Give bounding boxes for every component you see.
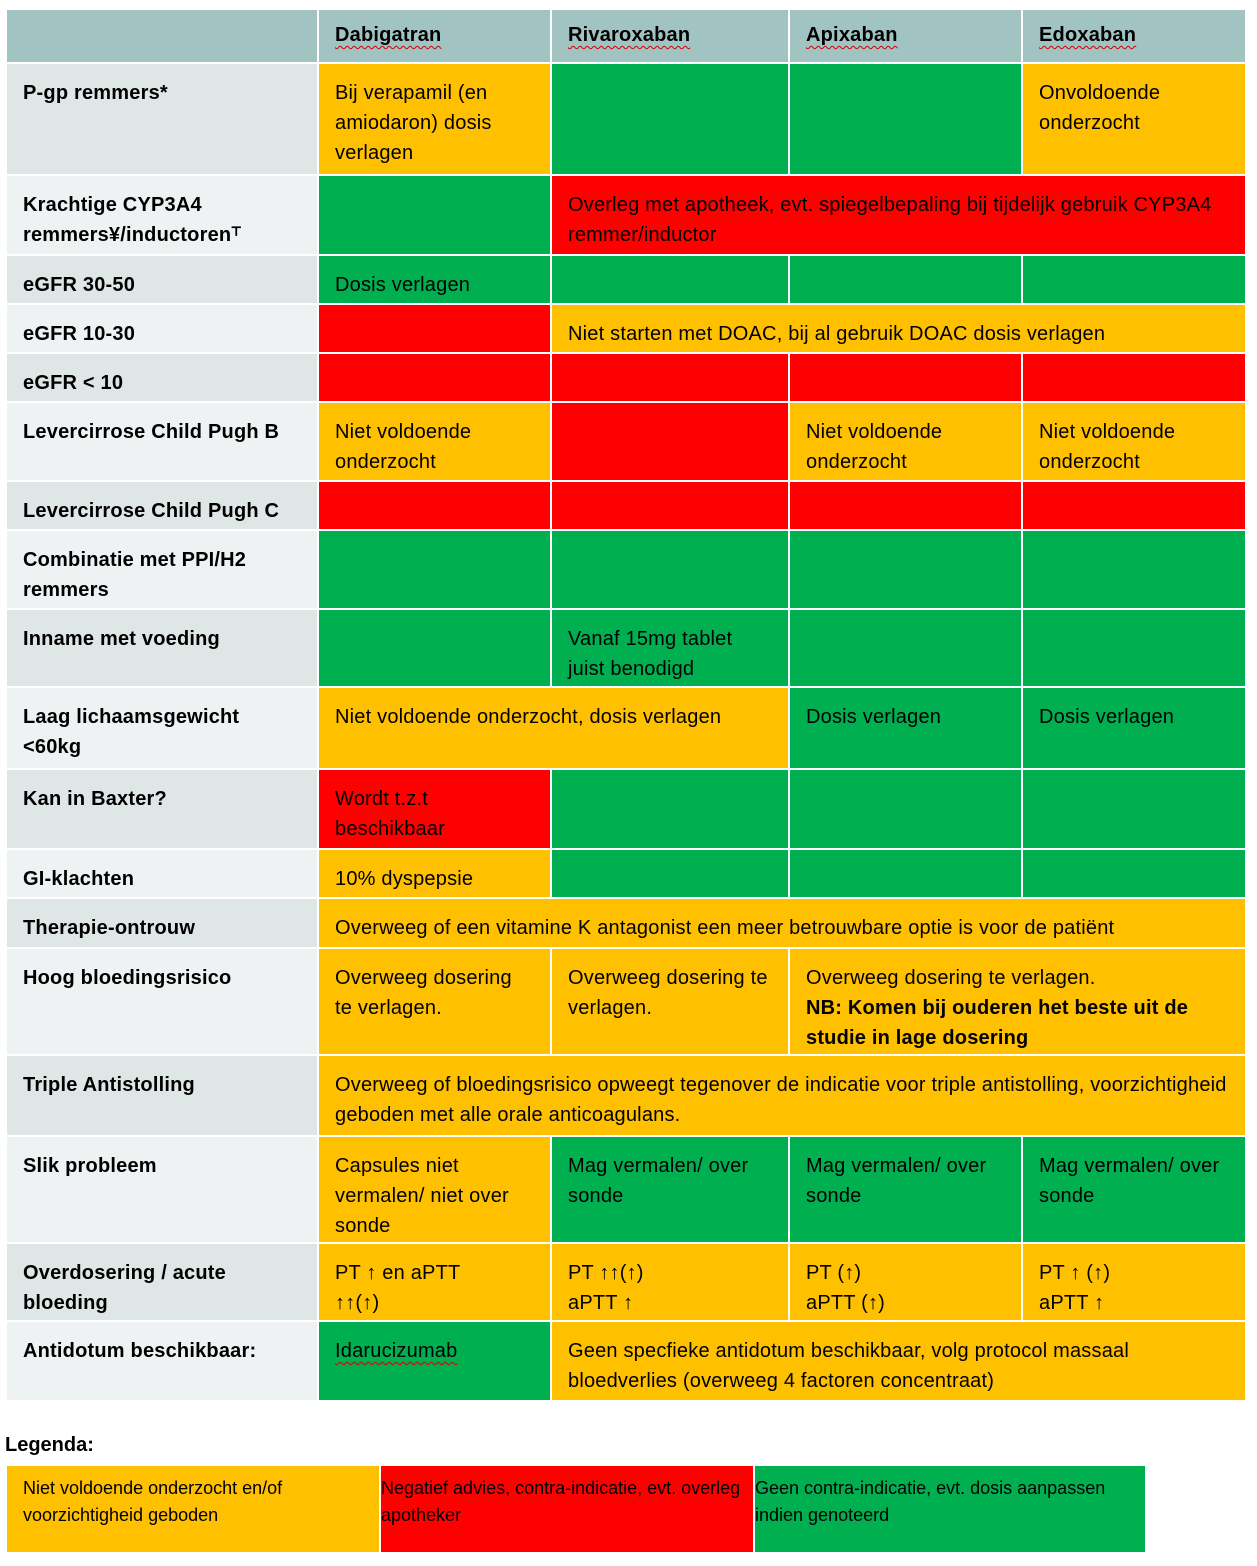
cell-edoxaban [1022,849,1246,898]
header-rivaroxaban: Rivaroxaban [551,9,789,63]
row-label: Levercirrose Child Pugh C [6,481,318,530]
cell-apixaban [789,530,1022,609]
cell-rivaroxaban: Vanaf 15mg tablet juist benodigd [551,609,789,687]
row-overdosering [6,1243,1246,1321]
row-child-pugh-c [6,481,1246,530]
cell-merged: Overweeg of een vitamine K antagonist een meer betrouwbare optie is voor de patiënt [318,898,1246,948]
cell-apixaban [789,255,1022,304]
header-empty [6,9,318,63]
cell-edoxaban [1022,1243,1246,1321]
row-egfr-30-50 [6,255,1246,304]
legend-table [5,1464,1147,1554]
legend-red: Negatief advies, contra-indicatie, evt. overleg apotheker [380,1465,754,1553]
cell-apixaban [789,481,1022,530]
cell-apixaban: Mag vermalen/ over sonde [789,1136,1022,1243]
cell-rivaroxaban [551,481,789,530]
header-row [6,9,1246,63]
legend-green: Geen contra-indicatie, evt. dosis aanpassen indien genoteerd [754,1465,1146,1553]
cell-rivaroxaban: Mag vermalen/ over sonde [551,1136,789,1243]
cell-merged-text: Overweeg dosering te verlagen. [806,967,1096,989]
cell-dabigatran: Niet voldoende onderzocht [318,402,551,481]
row-label: P-gp remmers* [6,63,318,175]
row-gi [6,849,1246,898]
cell-merged: Overweeg of bloedingsrisico opweegt tegenover de indicatie voor triple antistolling, voorzichtigheid geboden met alle orale anticoagulans. [318,1055,1246,1136]
cell-edoxaban [1022,609,1246,687]
cell-edoxaban [1022,353,1246,402]
cell-edoxaban [1022,769,1246,849]
row-label: Antidotum beschikbaar: [6,1321,318,1401]
cell-merged: Niet voldoende onderzocht, dosis verlagen [318,687,789,769]
row-baxter [6,769,1246,849]
row-label: Inname met voeding [6,609,318,687]
cell-rivaroxaban [551,769,789,849]
cell-merged: Niet starten met DOAC, bij al gebruik DOAC dosis verlagen [551,304,1246,353]
row-therapie-ontrouw [6,898,1246,948]
row-slik [6,1136,1246,1243]
row-label: Therapie-ontrouw [6,898,318,948]
cell-dabigatran: Dosis verlagen [318,255,551,304]
cell-line: PT ↑↑(↑) [568,1262,644,1284]
cell-rivaroxaban [551,530,789,609]
cell-dabigatran [318,304,551,353]
row-label: eGFR 30-50 [6,255,318,304]
cell-apixaban [789,1243,1022,1321]
row-label: Kan in Baxter? [6,769,318,849]
cell-edoxaban: Onvoldoende onderzocht [1022,63,1246,175]
cell-apixaban: Dosis verlagen [789,687,1022,769]
row-label: Levercirrose Child Pugh B [6,402,318,481]
cell-dabigatran [318,609,551,687]
legend-title: Legenda: [5,1434,94,1456]
cell-apixaban [789,769,1022,849]
row-pgp [6,63,1246,175]
cell-rivaroxaban [551,402,789,481]
cell-dabigatran: 10% dyspepsie [318,849,551,898]
row-label: Slik probleem [6,1136,318,1243]
header-dabigatran: Dabigatran [318,9,551,63]
row-label: Overdosering / acute bloeding [6,1243,318,1321]
row-bloedingsrisico [6,948,1246,1055]
row-cyp3a4 [6,175,1246,255]
cell-line: PT ↑ en aPTT [335,1262,461,1284]
legend-orange: Niet voldoende onderzocht en/of voorzichtigheid geboden [6,1465,380,1553]
cell-merged-note: NB: Komen bij ouderen het beste uit de studie in lage dosering [806,997,1189,1049]
header-edoxaban: Edoxaban [1022,9,1246,63]
row-voeding [6,609,1246,687]
cell-rivaroxaban: Overweeg dosering te verlagen. [551,948,789,1055]
cell-line: aPTT ↑ [568,1292,634,1314]
cell-apixaban [789,63,1022,175]
row-ppi [6,530,1246,609]
cell-line: aPTT ↑ [1039,1292,1105,1314]
legend-row [6,1465,1146,1553]
cell-line: PT ↑ (↑) [1039,1262,1111,1284]
cell-edoxaban: Dosis verlagen [1022,687,1246,769]
cell-dabigatran: Idarucizumab [318,1321,551,1401]
cell-dabigatran: Overweeg dosering te verlagen. [318,948,551,1055]
cell-dabigatran: Capsules niet vermalen/ niet over sonde [318,1136,551,1243]
header-apixaban: Apixaban [789,9,1022,63]
cell-dabigatran [318,353,551,402]
row-child-pugh-b [6,402,1246,481]
cell-edoxaban: Mag vermalen/ over sonde [1022,1136,1246,1243]
cell-merged: Overleg met apotheek, evt. spiegelbepaling bij tijdelijk gebruik CYP3A4 remmer/inductor [551,175,1246,255]
cell-dabigatran [318,175,551,255]
cell-rivaroxaban [551,849,789,898]
row-label: GI-klachten [6,849,318,898]
cell-rivaroxaban [551,353,789,402]
row-triple [6,1055,1246,1136]
row-gewicht [6,687,1246,769]
cell-edoxaban [1022,481,1246,530]
cell-dabigatran [318,1243,551,1321]
cell-edoxaban [1022,530,1246,609]
cell-dabigatran [318,481,551,530]
row-label: Hoog bloedingsrisico [6,948,318,1055]
cell-line: ↑↑(↑) [335,1292,380,1314]
cell-merged: Geen specfieke antidotum beschikbaar, volg protocol massaal bloedverlies (overweeg 4 factoren concentraat) [551,1321,1246,1401]
row-egfr-10 [6,353,1246,402]
row-label: Krachtige CYP3A4 remmers¥/inductoren⸆ [6,175,318,255]
cell-rivaroxaban [551,1243,789,1321]
cell-line: aPTT (↑) [806,1292,886,1314]
row-label: Laag lichaamsgewicht <60kg [6,687,318,769]
cell-edoxaban: Niet voldoende onderzocht [1022,402,1246,481]
row-label: eGFR 10-30 [6,304,318,353]
row-label: Combinatie met PPI/H2 remmers [6,530,318,609]
row-label: eGFR < 10 [6,353,318,402]
cell-merged [789,948,1246,1055]
cell-apixaban: Niet voldoende onderzocht [789,402,1022,481]
row-egfr-10-30 [6,304,1246,353]
cell-apixaban [789,609,1022,687]
cell-apixaban [789,353,1022,402]
cell-dabigatran [318,530,551,609]
cell-apixaban [789,849,1022,898]
cell-rivaroxaban [551,255,789,304]
cell-rivaroxaban [551,63,789,175]
doac-comparison-table [5,8,1247,1402]
cell-dabigatran: Wordt t.z.t beschikbaar [318,769,551,849]
row-label: Triple Antistolling [6,1055,318,1136]
row-antidotum [6,1321,1246,1401]
cell-edoxaban [1022,255,1246,304]
cell-dabigatran: Bij verapamil (en amiodaron) dosis verlagen [318,63,551,175]
cell-line: PT (↑) [806,1262,862,1284]
